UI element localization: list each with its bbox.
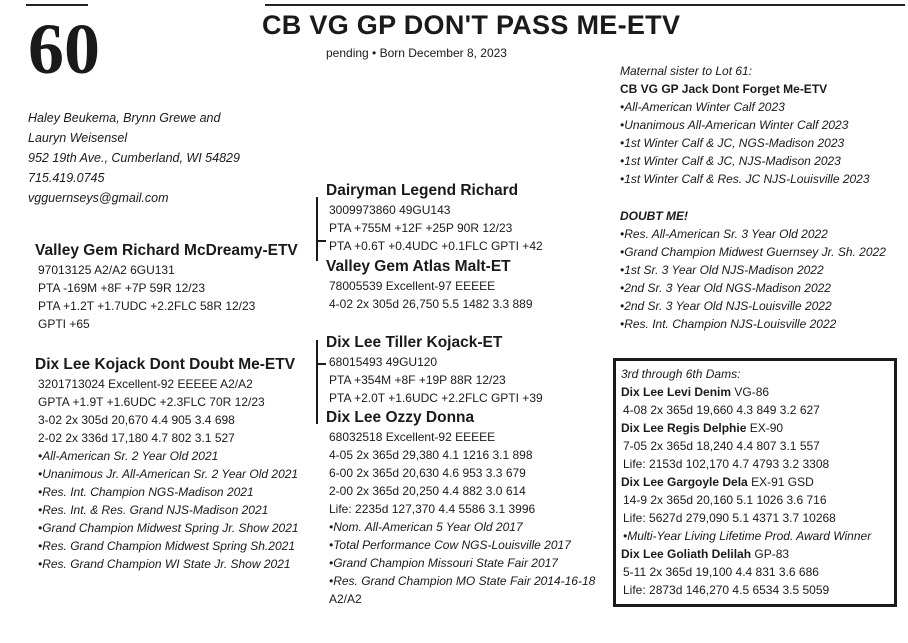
- dam-line: 2-02 2x 336d 17,180 4.7 802 3.1 527: [38, 431, 235, 445]
- lot-number: 60: [28, 9, 100, 89]
- dam-entry-line: 4-08 2x 365d 19,660 4.3 849 3.2 627: [623, 403, 820, 417]
- maternal-sister-honor: •1st Winter Calf & Res. JC NJS-Louisville 2023: [620, 172, 870, 186]
- doubt-me-honor: •2nd Sr. 3 Year Old NGS-Madison 2022: [620, 281, 831, 295]
- dam-sire-line: 68015493 49GU120: [329, 355, 438, 369]
- pedigree-line: [316, 363, 326, 365]
- top-rule: [265, 4, 905, 6]
- pedigree-line: [316, 197, 318, 261]
- maternal-sister-honor: •Unanimous All-American Winter Calf 2023: [620, 118, 849, 132]
- dam-entry-name: Dix Lee Regis Delphie: [621, 421, 747, 435]
- dam-dam-line: 68032518 Excellent-92 EEEEE: [329, 430, 496, 444]
- dam-entry-line: 5-11 2x 365d 19,100 4.4 831 3.6 686: [623, 565, 819, 579]
- dam-entry-header: [621, 545, 871, 563]
- dam-dam-honor: •Total Performance Cow NGS-Louisville 2017: [329, 538, 571, 552]
- sire-line: PTA +1.2T +1.7UDC +2.2FLC 58R 12/23: [38, 299, 256, 313]
- dam-sire-line: PTA +2.0T +1.6UDC +2.2FLC GPTI +39: [329, 391, 543, 405]
- pedigree-line: [316, 240, 326, 242]
- sire-dam-name: Valley Gem Atlas Malt-ET: [326, 258, 511, 275]
- doubt-me-honor: •2nd Sr. 3 Year Old NJS-Louisville 2022: [620, 299, 832, 313]
- dam-dam-line: 2-00 2x 365d 20,250 4.4 882 3.0 614: [329, 484, 526, 498]
- pedigree-line: [316, 340, 318, 424]
- sire-dam-line: 4-02 2x 305d 26,750 5.5 1482 3.3 889: [329, 297, 533, 311]
- dam-entry-name: Dix Lee Levi Denim: [621, 385, 732, 399]
- dam-honor: •Res. Grand Champion Midwest Spring Sh.2021: [38, 539, 295, 553]
- sire-sire-block: [326, 181, 543, 255]
- dam-sire-name: Dix Lee Tiller Kojack-ET: [326, 334, 503, 351]
- owner-phone: 715.419.0745: [28, 171, 105, 185]
- registration-subtitle: pending • Born December 8, 2023: [326, 46, 507, 60]
- dam-dam-block: [326, 408, 595, 608]
- dam-dam-genotype: A2/A2: [329, 592, 362, 606]
- dam-entry-header: [621, 383, 871, 401]
- dam-name: Dix Lee Kojack Dont Doubt Me-ETV: [35, 356, 296, 373]
- maternal-sister-honor: •1st Winter Calf & JC, NJS-Madison 2023: [620, 154, 841, 168]
- sire-line: 97013125 A2/A2 6GU131: [38, 263, 175, 277]
- owner-info: [28, 108, 240, 208]
- dam-entry-line: Life: 5627d 279,090 5.1 4371 3.7 10268: [623, 511, 836, 525]
- dam-entry-score: EX-90: [746, 421, 784, 435]
- dam-line: 3-02 2x 305d 20,670 4.4 905 3.4 698: [38, 413, 235, 427]
- dam-dam-honor: •Nom. All-American 5 Year Old 2017: [329, 520, 523, 534]
- dam-entry-line: 14-9 2x 365d 20,160 5.1 1026 3.6 716: [623, 493, 827, 507]
- doubt-me-block: [620, 207, 886, 333]
- dam-line: 3201713024 Excellent-92 EEEEE A2/A2: [38, 377, 253, 391]
- owner-address: 952 19th Ave., Cumberland, WI 54829: [28, 151, 240, 165]
- dam-entry-header: [621, 473, 871, 491]
- dam-honor: •Grand Champion Midwest Spring Jr. Show 2021: [38, 521, 299, 535]
- dam-entry-line: 7-05 2x 365d 18,240 4.4 807 3.1 557: [623, 439, 820, 453]
- owner-line: Haley Beukema, Brynn Grewe and: [28, 111, 221, 125]
- dam-entry-name: Dix Lee Goliath Delilah: [621, 547, 752, 561]
- dam-entry-score: EX-91 GSD: [747, 475, 814, 489]
- dam-honor: •Res. Int. & Res. Grand NJS-Madison 2021: [38, 503, 269, 517]
- dam-block: [35, 355, 299, 573]
- sire-block: [35, 241, 298, 333]
- maternal-sister-block: [620, 62, 870, 188]
- dam-entry-name: Dix Lee Gargoyle Dela: [621, 475, 748, 489]
- sire-dam-line: 78005539 Excellent-97 EEEEE: [329, 279, 496, 293]
- sire-dam-block: [326, 257, 533, 313]
- sire-name: Valley Gem Richard McDreamy-ETV: [35, 242, 298, 259]
- dam-dam-honor: •Res. Grand Champion MO State Fair 2014-16-18: [329, 574, 596, 588]
- dam-dam-line: 4-05 2x 365d 29,380 4.1 1216 3.1 898: [329, 448, 533, 462]
- sire-sire-name: Dairyman Legend Richard: [326, 182, 519, 199]
- dam-honor: •Res. Grand Champion WI State Jr. Show 2021: [38, 557, 291, 571]
- sire-line: GPTI +65: [38, 317, 90, 331]
- dam-entry-line: Life: 2873d 146,270 4.5 6534 3.5 5059: [623, 583, 830, 597]
- dam-dam-honor: •Grand Champion Missouri State Fair 2017: [329, 556, 558, 570]
- dam-entry-line: Life: 2153d 102,170 4.7 4793 3.2 3308: [623, 457, 830, 471]
- dam-sire-block: [326, 333, 543, 407]
- dams-box-content: [621, 365, 871, 599]
- dam-dam-line: 6-00 2x 365d 20,630 4.6 953 3.3 679: [329, 466, 526, 480]
- dam-honor: •Unanimous Jr. All-American Sr. 2 Year Old 2021: [38, 467, 299, 481]
- dam-dam-name: Dix Lee Ozzy Donna: [326, 409, 475, 426]
- doubt-me-honor: •Res. All-American Sr. 3 Year Old 2022: [620, 227, 828, 241]
- sire-sire-line: 3009973860 49GU143: [329, 203, 451, 217]
- doubt-me-honor: •Res. Int. Champion NJS-Louisville 2022: [620, 317, 837, 331]
- dams-box-heading: 3rd through 6th Dams:: [621, 367, 741, 381]
- maternal-sister-name: CB VG GP Jack Dont Forget Me-ETV: [620, 82, 828, 96]
- sire-sire-line: PTA +0.6T +0.4UDC +0.1FLC GPTI +42: [329, 239, 543, 253]
- owner-email: vgguernseys@gmail.com: [28, 191, 169, 205]
- dams-box: [613, 358, 897, 607]
- dam-entry-score: GP-83: [751, 547, 790, 561]
- sire-line: PTA -169M +8F +7P 59R 12/23: [38, 281, 205, 295]
- page-title: CB VG GP DON'T PASS ME-ETV: [262, 10, 681, 40]
- doubt-me-honor: •1st Sr. 3 Year Old NJS-Madison 2022: [620, 263, 824, 277]
- doubt-me-heading: DOUBT ME!: [620, 209, 688, 223]
- dam-entry-honor: •Multi-Year Living Lifetime Prod. Award Winner: [623, 529, 872, 543]
- doubt-me-honor: •Grand Champion Midwest Guernsey Jr. Sh. 2022: [620, 245, 886, 259]
- dam-line: GPTA +1.9T +1.6UDC +2.3FLC 70R 12/23: [38, 395, 265, 409]
- sire-sire-line: PTA +755M +12F +25P 90R 12/23: [329, 221, 513, 235]
- owner-line: Lauryn Weisensel: [28, 131, 128, 145]
- maternal-sister-honor: •1st Winter Calf & JC, NGS-Madison 2023: [620, 136, 845, 150]
- maternal-sister-honor: •All-American Winter Calf 2023: [620, 100, 785, 114]
- maternal-sister-intro: Maternal sister to Lot 61:: [620, 64, 753, 78]
- dam-sire-line: PTA +354M +8F +19P 88R 12/23: [329, 373, 506, 387]
- dam-dam-line: Life: 2235d 127,370 4.4 5586 3.1 3996: [329, 502, 536, 516]
- dam-honor: •All-American Sr. 2 Year Old 2021: [38, 449, 219, 463]
- dam-honor: •Res. Int. Champion NGS-Madison 2021: [38, 485, 254, 499]
- dam-entry-score: VG-86: [731, 385, 770, 399]
- dam-entry-header: [621, 419, 871, 437]
